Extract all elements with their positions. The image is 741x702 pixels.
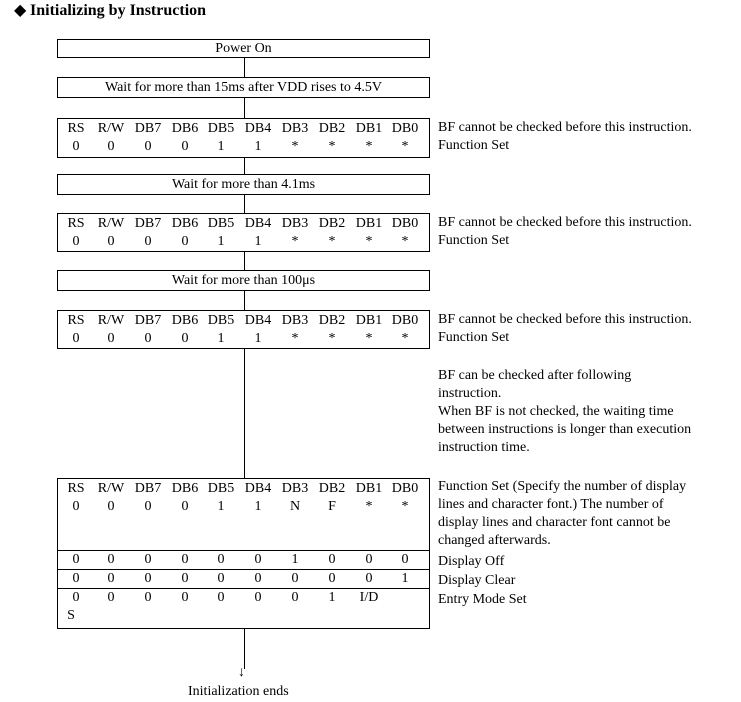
flow-connector xyxy=(244,58,245,77)
bit-value-cell: 1 xyxy=(401,571,409,586)
bit-value-cell: * xyxy=(328,234,336,249)
value-row xyxy=(58,330,429,348)
final-function-set-note xyxy=(438,478,738,550)
bit-value-cell: 0 xyxy=(181,331,189,346)
flow-connector xyxy=(244,98,245,118)
column-header-cell: R/W xyxy=(97,121,125,136)
bit-value-cell: 0 xyxy=(217,571,225,586)
bit-value-cell: 0 xyxy=(291,590,299,605)
column-header-cell: DB7 xyxy=(134,481,162,496)
column-header-row xyxy=(58,312,429,330)
note-line: Function Set xyxy=(438,233,510,248)
note-line: between instructions is longer than execution xyxy=(438,422,692,437)
column-header-cell: R/W xyxy=(97,216,125,231)
bit-value-cell: * xyxy=(291,331,299,346)
bit-value-cell: 0 xyxy=(107,234,115,249)
column-header-cell: DB0 xyxy=(391,121,419,136)
bit-value-cell: 0 xyxy=(72,499,80,514)
column-header-cell: DB1 xyxy=(355,121,383,136)
function-set-table-2 xyxy=(57,213,430,252)
bit-value-cell: 0 xyxy=(107,590,115,605)
column-header-cell: DB7 xyxy=(134,121,162,136)
note-line: display lines and character font cannot be xyxy=(438,515,671,530)
bit-value-cell: 0 xyxy=(144,139,152,154)
bit-value-cell: 0 xyxy=(254,552,262,567)
column-header-cell: DB5 xyxy=(207,313,235,328)
bit-value-cell: * xyxy=(365,331,373,346)
column-header-cell: DB2 xyxy=(318,481,346,496)
note-line: Function Set (Specify the number of display xyxy=(438,479,687,494)
flow-connector xyxy=(244,195,245,213)
column-header-cell: DB6 xyxy=(171,216,199,231)
bit-value-cell: 0 xyxy=(144,499,152,514)
bit-value-cell: 0 xyxy=(181,139,189,154)
bit-value-cell: 0 xyxy=(144,552,152,567)
note-line: Function Set xyxy=(438,138,510,153)
bit-value-cell: 0 xyxy=(401,552,409,567)
entry-mode-note: Entry Mode Set xyxy=(438,592,527,607)
bit-value-cell: * xyxy=(401,234,409,249)
bit-value-cell: 0 xyxy=(107,139,115,154)
column-header-cell: DB0 xyxy=(391,313,419,328)
bit-value-cell: 1 xyxy=(217,499,225,514)
column-header-cell: DB5 xyxy=(207,481,235,496)
bit-value-cell: * xyxy=(365,139,373,154)
bit-value-cell: * xyxy=(328,331,336,346)
flow-connector xyxy=(244,252,245,270)
bit-value-cell: 0 xyxy=(107,499,115,514)
bit-value-cell: 0 xyxy=(144,571,152,586)
bit-value-cell: 0 xyxy=(217,552,225,567)
s-bit-cell: S xyxy=(67,608,75,623)
bit-value-cell: 0 xyxy=(291,571,299,586)
display-clear-row xyxy=(58,569,429,588)
column-header-cell: DB1 xyxy=(355,313,383,328)
note-line: lines and character font.) The number of xyxy=(438,497,664,512)
value-row xyxy=(58,138,429,156)
column-header-cell: DB4 xyxy=(244,216,272,231)
note-line: instruction. xyxy=(438,386,502,401)
note-line: instruction time. xyxy=(438,440,530,455)
note-line: BF cannot be checked before this instruction. xyxy=(438,120,692,135)
function-set-table-3 xyxy=(57,310,430,349)
flow-connector xyxy=(244,349,245,478)
down-arrow-icon: ↓ xyxy=(238,665,245,680)
final-instruction-table xyxy=(57,478,430,629)
value-row xyxy=(58,233,429,251)
column-header-cell: DB3 xyxy=(281,216,309,231)
column-header-cell: DB4 xyxy=(244,481,272,496)
column-header-cell: RS xyxy=(67,121,85,136)
column-header-cell: DB7 xyxy=(134,313,162,328)
bit-value-cell: * xyxy=(365,234,373,249)
column-header-cell: DB6 xyxy=(171,121,199,136)
bit-value-cell: 0 xyxy=(328,552,336,567)
bit-value-cell: * xyxy=(401,499,409,514)
display-off-note: Display Off xyxy=(438,554,505,569)
bit-value-cell: 0 xyxy=(144,331,152,346)
diamond-bullet-icon: ◆ xyxy=(14,2,27,19)
column-header-cell: R/W xyxy=(97,313,125,328)
section-heading xyxy=(14,0,206,22)
column-header-cell: DB0 xyxy=(391,216,419,231)
bit-value-cell: 1 xyxy=(291,552,299,567)
heading-text: Initializing by Instruction xyxy=(30,2,207,19)
flow-connector xyxy=(244,158,245,174)
flow-connector xyxy=(244,291,245,310)
bit-value-cell: 0 xyxy=(181,552,189,567)
column-header-cell: R/W xyxy=(97,481,125,496)
bit-value-cell: 0 xyxy=(72,139,80,154)
column-header-cell: DB4 xyxy=(244,313,272,328)
bit-value-cell: 0 xyxy=(72,552,80,567)
bit-value-cell: 0 xyxy=(72,571,80,586)
column-header-cell: DB6 xyxy=(171,481,199,496)
power-on-box: Power On xyxy=(57,39,430,58)
bit-value-cell: 0 xyxy=(254,571,262,586)
wait-4-1ms-box: Wait for more than 4.1ms xyxy=(57,174,430,195)
bit-value-cell: 0 xyxy=(72,234,80,249)
column-header-cell: DB1 xyxy=(355,481,383,496)
bf-check-note xyxy=(438,367,738,457)
column-header-cell: RS xyxy=(67,216,85,231)
wait-15ms-box: Wait for more than 15ms after VDD rises to 4.5V xyxy=(57,77,430,98)
bit-value-cell: 1 xyxy=(217,139,225,154)
function-set-1-note xyxy=(438,119,738,155)
column-header-cell: DB2 xyxy=(318,216,346,231)
bit-value-cell: 0 xyxy=(107,571,115,586)
flow-connector xyxy=(244,629,245,669)
function-set-2-note xyxy=(438,214,738,250)
bit-value-cell: 0 xyxy=(144,590,152,605)
bit-value-cell: 1 xyxy=(254,139,262,154)
bit-value-cell: 0 xyxy=(72,331,80,346)
column-header-cell: DB5 xyxy=(207,216,235,231)
bit-value-cell: 1 xyxy=(328,590,336,605)
column-header-cell: DB1 xyxy=(355,216,383,231)
bit-value-cell: 1 xyxy=(254,234,262,249)
bit-value-cell: 0 xyxy=(72,590,80,605)
bit-value-cell: 0 xyxy=(144,234,152,249)
column-header-cell: DB5 xyxy=(207,121,235,136)
column-header-cell: DB6 xyxy=(171,313,199,328)
column-header-cell: DB3 xyxy=(281,121,309,136)
entry-mode-overflow-row xyxy=(58,607,429,625)
bit-value-cell: 0 xyxy=(181,590,189,605)
bit-value-cell: 0 xyxy=(328,571,336,586)
function-set-table-1 xyxy=(57,118,430,158)
column-header-cell: DB2 xyxy=(318,121,346,136)
column-header-row xyxy=(58,120,429,138)
bit-value-cell: 0 xyxy=(365,571,373,586)
bit-value-cell: 1 xyxy=(217,331,225,346)
bit-value-cell: 0 xyxy=(181,234,189,249)
display-clear-note: Display Clear xyxy=(438,573,516,588)
note-line: Function Set xyxy=(438,330,510,345)
bit-value-cell: F xyxy=(328,499,336,514)
bit-value-cell: N xyxy=(289,499,301,514)
initialization-ends-label: Initialization ends xyxy=(188,684,289,699)
bit-value-cell: I/D xyxy=(359,590,379,605)
column-header-row xyxy=(58,480,429,498)
bit-value-cell: 0 xyxy=(217,590,225,605)
note-line: BF can be checked after following xyxy=(438,368,632,383)
bit-value-cell: 1 xyxy=(217,234,225,249)
column-header-cell: DB2 xyxy=(318,313,346,328)
function-set-3-note xyxy=(438,311,738,347)
bit-value-cell: * xyxy=(401,139,409,154)
column-header-cell: DB3 xyxy=(281,313,309,328)
bit-value-cell: 0 xyxy=(181,499,189,514)
column-header-cell: DB4 xyxy=(244,121,272,136)
bit-value-cell: * xyxy=(401,331,409,346)
bit-value-cell: 1 xyxy=(254,499,262,514)
entry-mode-row xyxy=(58,588,429,607)
note-line: changed afterwards. xyxy=(438,533,551,548)
column-header-cell: DB0 xyxy=(391,481,419,496)
bit-value-cell: 0 xyxy=(107,331,115,346)
value-row xyxy=(58,498,429,516)
note-line: BF cannot be checked before this instruction. xyxy=(438,215,692,230)
note-line: BF cannot be checked before this instruction. xyxy=(438,312,692,327)
bit-value-cell: * xyxy=(365,499,373,514)
column-header-cell: DB3 xyxy=(281,481,309,496)
bit-value-cell: * xyxy=(328,139,336,154)
bit-value-cell: 1 xyxy=(254,331,262,346)
bit-value-cell: * xyxy=(291,234,299,249)
column-header-cell: DB7 xyxy=(134,216,162,231)
wait-100us-box: Wait for more than 100μs xyxy=(57,270,430,291)
column-header-row xyxy=(58,215,429,233)
column-header-cell: RS xyxy=(67,313,85,328)
bit-value-cell: 0 xyxy=(365,552,373,567)
display-off-row xyxy=(58,550,429,569)
note-line: When BF is not checked, the waiting time xyxy=(438,404,674,419)
bit-value-cell: 0 xyxy=(181,571,189,586)
bit-value-cell: 0 xyxy=(107,552,115,567)
bit-value-cell: 0 xyxy=(254,590,262,605)
bit-value-cell: * xyxy=(291,139,299,154)
column-header-cell: RS xyxy=(67,481,85,496)
